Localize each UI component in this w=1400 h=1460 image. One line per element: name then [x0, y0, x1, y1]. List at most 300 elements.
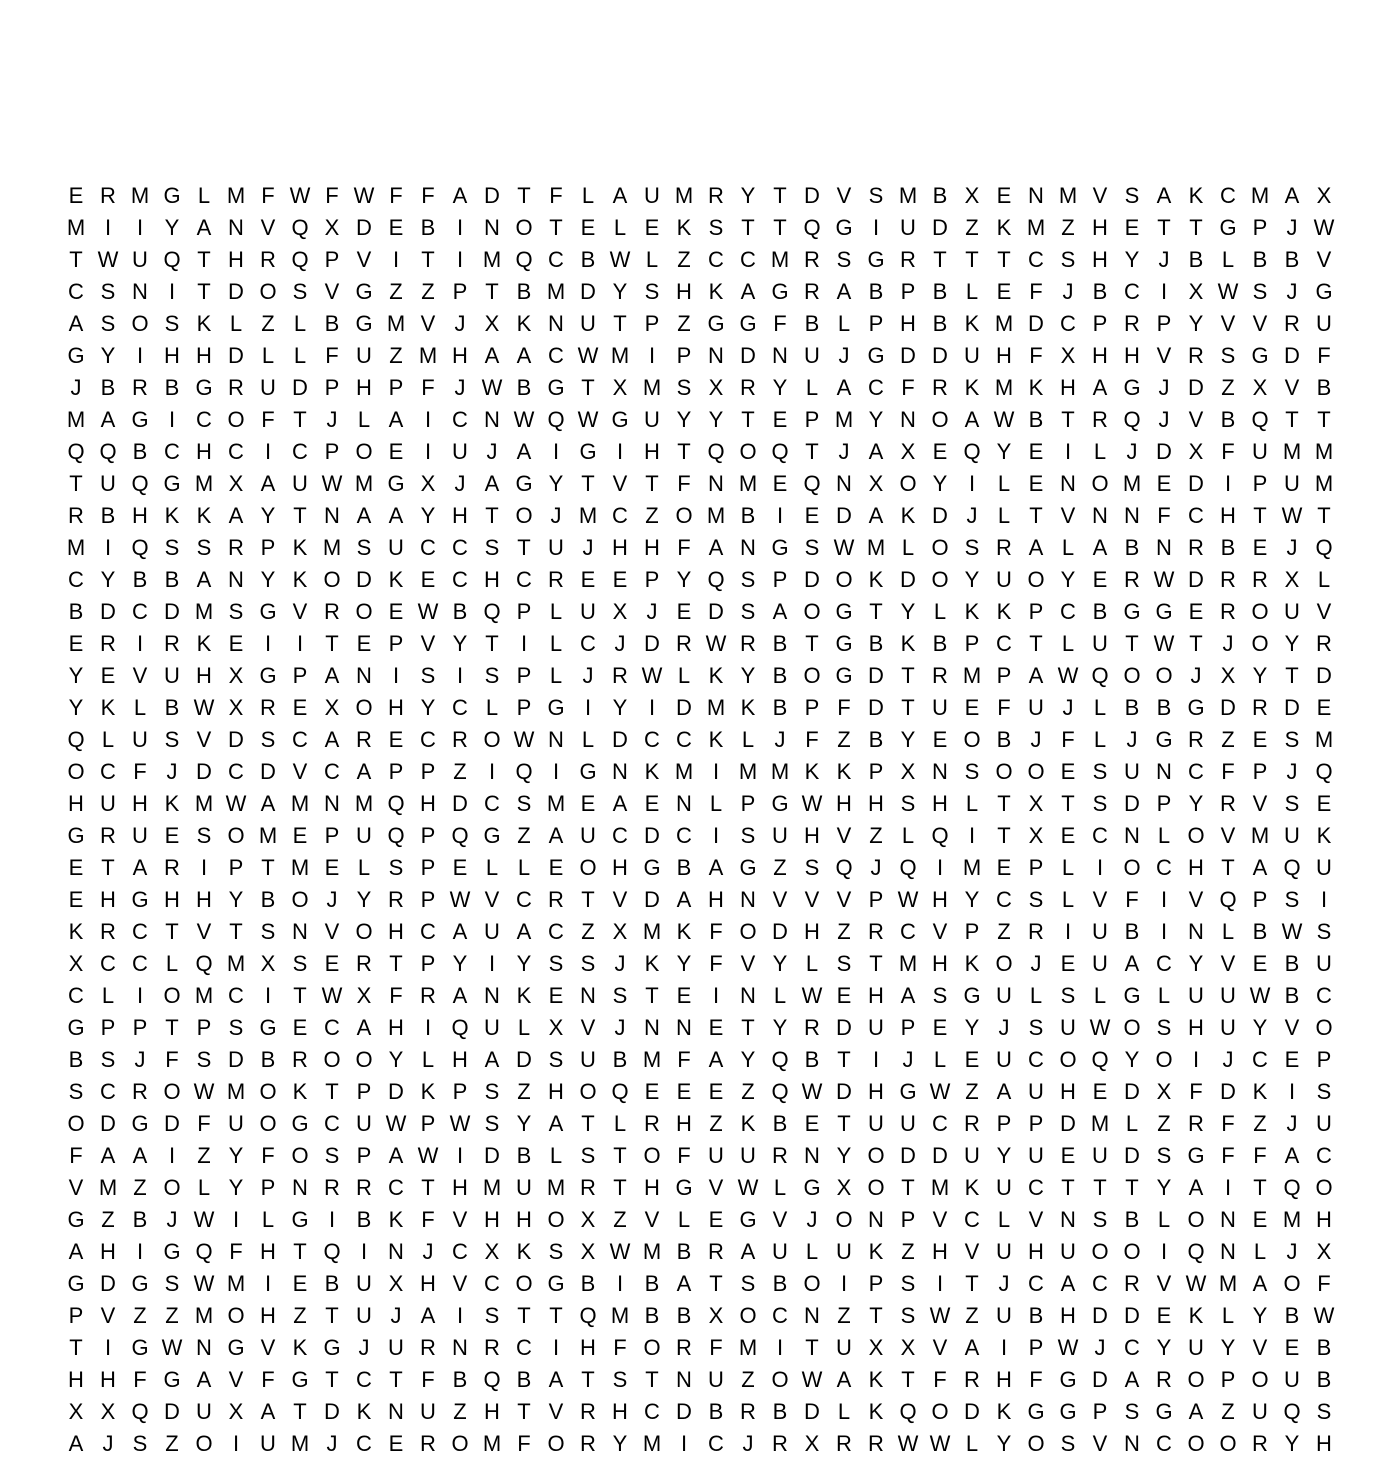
grid-letter-cell[interactable]: B — [164, 695, 180, 720]
grid-letter-cell[interactable]: V — [1092, 1431, 1108, 1456]
grid-letter-cell[interactable]: Q — [1283, 855, 1301, 880]
grid-letter-cell[interactable]: T — [869, 951, 883, 976]
grid-letter-cell[interactable]: Y — [388, 1047, 404, 1072]
grid-letter-cell[interactable]: M — [642, 375, 662, 400]
grid-letter-cell[interactable]: U — [356, 343, 372, 368]
grid-letter-cell[interactable]: W — [385, 1111, 407, 1136]
grid-letter-cell[interactable]: I — [232, 1207, 240, 1232]
grid-letter-cell[interactable]: N — [740, 535, 756, 560]
grid-letter-cell[interactable]: X — [1316, 1239, 1332, 1264]
grid-letter-cell[interactable]: U — [1316, 951, 1332, 976]
grid-letter-cell[interactable]: W — [801, 1079, 823, 1104]
grid-letter-cell[interactable]: M — [898, 183, 918, 208]
grid-letter-cell[interactable]: W — [577, 343, 599, 368]
grid-letter-cell[interactable]: W — [577, 407, 599, 432]
grid-letter-cell[interactable]: V — [1060, 503, 1076, 528]
grid-letter-cell[interactable]: J — [1094, 1335, 1106, 1360]
grid-letter-cell[interactable]: F — [677, 535, 691, 560]
grid-letter-cell[interactable]: U — [708, 1143, 724, 1168]
grid-letter-cell[interactable]: U — [1060, 1239, 1076, 1264]
grid-letter-cell[interactable]: U — [1284, 823, 1300, 848]
grid-letter-cell[interactable]: G — [1155, 599, 1173, 624]
grid-letter-cell[interactable]: F — [1221, 759, 1235, 784]
grid-letter-cell[interactable]: T — [933, 247, 947, 272]
grid-letter-cell[interactable]: A — [68, 1239, 84, 1264]
grid-letter-cell[interactable]: C — [548, 343, 564, 368]
grid-letter-cell[interactable]: H — [1316, 1431, 1332, 1456]
grid-letter-cell[interactable]: X — [324, 215, 340, 240]
grid-letter-cell[interactable]: U — [996, 983, 1012, 1008]
grid-letter-cell[interactable]: Y — [228, 1175, 244, 1200]
grid-letter-cell[interactable]: I — [968, 823, 976, 848]
grid-letter-cell[interactable]: C — [516, 567, 532, 592]
grid-letter-cell[interactable]: V — [708, 1175, 724, 1200]
grid-letter-cell[interactable]: B — [516, 1143, 532, 1168]
grid-letter-cell[interactable]: X — [388, 1271, 404, 1296]
grid-letter-cell[interactable]: A — [100, 1143, 116, 1168]
grid-letter-cell[interactable]: T — [1285, 663, 1299, 688]
grid-letter-cell[interactable]: D — [804, 183, 820, 208]
grid-letter-cell[interactable]: H — [868, 983, 884, 1008]
grid-letter-cell[interactable]: A — [1188, 1175, 1204, 1200]
grid-letter-cell[interactable]: B — [1316, 375, 1332, 400]
grid-letter-cell[interactable]: H — [996, 343, 1012, 368]
grid-letter-cell[interactable]: U — [964, 343, 980, 368]
grid-letter-cell[interactable]: R — [420, 1431, 436, 1456]
grid-letter-cell[interactable]: C — [324, 1015, 340, 1040]
grid-letter-cell[interactable]: Y — [996, 1143, 1012, 1168]
grid-letter-cell[interactable]: V — [196, 919, 212, 944]
grid-letter-cell[interactable]: N — [484, 215, 500, 240]
grid-letter-cell[interactable]: Z — [261, 311, 275, 336]
grid-letter-cell[interactable]: U — [100, 791, 116, 816]
grid-letter-cell[interactable]: T — [517, 183, 531, 208]
grid-letter-cell[interactable]: H — [1060, 1079, 1076, 1104]
grid-letter-cell[interactable]: U — [484, 1015, 500, 1040]
grid-letter-cell[interactable]: R — [1188, 1111, 1204, 1136]
grid-letter-cell[interactable]: P — [900, 1207, 916, 1232]
grid-letter-cell[interactable]: M — [546, 791, 566, 816]
grid-letter-cell[interactable]: U — [1188, 1335, 1204, 1360]
grid-letter-cell[interactable]: A — [388, 407, 404, 432]
grid-letter-cell[interactable]: X — [484, 311, 500, 336]
grid-letter-cell[interactable]: M — [1026, 215, 1046, 240]
grid-letter-cell[interactable]: Q — [1283, 1399, 1301, 1424]
grid-letter-cell[interactable]: S — [196, 535, 212, 560]
grid-letter-cell[interactable]: A — [324, 727, 340, 752]
grid-letter-cell[interactable]: R — [1124, 311, 1140, 336]
grid-letter-cell[interactable]: G — [355, 279, 373, 304]
grid-letter-cell[interactable]: F — [549, 183, 563, 208]
grid-letter-cell[interactable]: C — [1252, 1047, 1268, 1072]
grid-letter-cell[interactable]: O — [867, 1143, 885, 1168]
grid-letter-cell[interactable]: A — [772, 599, 788, 624]
grid-letter-cell[interactable]: L — [485, 855, 499, 880]
grid-letter-cell[interactable]: O — [131, 311, 149, 336]
grid-letter-cell[interactable]: O — [227, 823, 245, 848]
grid-letter-cell[interactable]: C — [996, 887, 1012, 912]
grid-letter-cell[interactable]: Q — [1091, 663, 1109, 688]
grid-letter-cell[interactable]: D — [868, 663, 884, 688]
grid-letter-cell[interactable]: G — [67, 1271, 85, 1296]
grid-letter-cell[interactable]: M — [962, 855, 982, 880]
grid-letter-cell[interactable]: H — [804, 823, 820, 848]
grid-letter-cell[interactable]: M — [1250, 183, 1270, 208]
grid-letter-cell[interactable]: C — [1028, 1047, 1044, 1072]
grid-letter-cell[interactable]: T — [1221, 855, 1235, 880]
grid-letter-cell[interactable]: G — [739, 1207, 757, 1232]
grid-letter-cell[interactable]: S — [100, 279, 116, 304]
grid-letter-cell[interactable]: J — [806, 1207, 818, 1232]
grid-letter-cell[interactable]: H — [804, 919, 820, 944]
grid-letter-cell[interactable]: Q — [451, 1015, 469, 1040]
grid-letter-cell[interactable]: J — [1286, 535, 1298, 560]
grid-letter-cell[interactable]: J — [1286, 279, 1298, 304]
grid-letter-cell[interactable]: R — [100, 823, 116, 848]
grid-letter-cell[interactable]: U — [1028, 1079, 1044, 1104]
grid-letter-cell[interactable]: M — [738, 1335, 758, 1360]
grid-letter-cell[interactable]: R — [388, 887, 404, 912]
grid-letter-cell[interactable]: G — [835, 631, 853, 656]
grid-letter-cell[interactable]: O — [1283, 1271, 1301, 1296]
grid-letter-cell[interactable]: L — [1221, 1303, 1235, 1328]
grid-letter-cell[interactable]: A — [548, 1367, 564, 1392]
grid-letter-cell[interactable]: Z — [997, 919, 1011, 944]
grid-letter-cell[interactable]: R — [804, 1015, 820, 1040]
grid-letter-cell[interactable]: O — [67, 759, 85, 784]
grid-letter-cell[interactable]: Y — [740, 183, 756, 208]
grid-letter-cell[interactable]: I — [776, 1335, 784, 1360]
grid-letter-cell[interactable]: S — [164, 1271, 180, 1296]
grid-letter-cell[interactable]: S — [324, 1143, 340, 1168]
grid-letter-cell[interactable]: W — [1089, 1015, 1111, 1040]
grid-letter-cell[interactable]: R — [484, 1335, 500, 1360]
grid-letter-cell[interactable]: O — [1187, 1367, 1205, 1392]
grid-letter-cell[interactable]: F — [1221, 1143, 1235, 1168]
grid-letter-cell[interactable]: X — [964, 183, 980, 208]
grid-letter-cell[interactable]: N — [1124, 503, 1140, 528]
grid-letter-cell[interactable]: G — [131, 1271, 149, 1296]
grid-letter-cell[interactable]: Q — [483, 1367, 501, 1392]
grid-letter-cell[interactable]: P — [964, 919, 980, 944]
grid-letter-cell[interactable]: Q — [771, 1047, 789, 1072]
grid-letter-cell[interactable]: E — [1060, 759, 1076, 784]
grid-letter-cell[interactable]: M — [642, 1431, 662, 1456]
grid-letter-cell[interactable]: C — [516, 1335, 532, 1360]
grid-letter-cell[interactable]: S — [1284, 791, 1300, 816]
grid-letter-cell[interactable]: H — [388, 695, 404, 720]
grid-letter-cell[interactable]: Y — [516, 1111, 532, 1136]
grid-letter-cell[interactable]: K — [164, 791, 180, 816]
grid-letter-cell[interactable]: Z — [453, 759, 467, 784]
grid-letter-cell[interactable]: R — [612, 663, 628, 688]
grid-letter-cell[interactable]: D — [868, 695, 884, 720]
grid-letter-cell[interactable]: N — [1092, 503, 1108, 528]
grid-letter-cell[interactable]: D — [900, 1143, 916, 1168]
grid-letter-cell[interactable]: R — [1156, 1367, 1172, 1392]
grid-letter-cell[interactable]: T — [69, 471, 83, 496]
grid-letter-cell[interactable]: B — [612, 1047, 628, 1072]
grid-letter-cell[interactable]: U — [356, 1271, 372, 1296]
grid-letter-cell[interactable]: D — [1188, 471, 1204, 496]
grid-letter-cell[interactable]: W — [321, 471, 343, 496]
grid-letter-cell[interactable]: S — [740, 567, 756, 592]
grid-letter-cell[interactable]: M — [98, 1175, 118, 1200]
grid-letter-cell[interactable]: T — [485, 279, 499, 304]
grid-letter-cell[interactable]: T — [965, 1271, 979, 1296]
grid-letter-cell[interactable]: B — [1124, 1207, 1140, 1232]
grid-letter-cell[interactable]: L — [485, 695, 499, 720]
grid-letter-cell[interactable]: L — [997, 1207, 1011, 1232]
grid-letter-cell[interactable]: R — [292, 1047, 308, 1072]
grid-letter-cell[interactable]: I — [296, 631, 304, 656]
grid-letter-cell[interactable]: T — [869, 599, 883, 624]
grid-letter-cell[interactable]: L — [101, 727, 115, 752]
grid-letter-cell[interactable]: A — [740, 1239, 756, 1264]
grid-letter-cell[interactable]: K — [644, 951, 660, 976]
grid-letter-cell[interactable]: M — [642, 1239, 662, 1264]
grid-letter-cell[interactable]: Q — [67, 439, 85, 464]
grid-letter-cell[interactable]: Q — [835, 855, 853, 880]
grid-letter-cell[interactable]: M — [66, 407, 86, 432]
grid-letter-cell[interactable]: S — [1092, 759, 1108, 784]
grid-letter-cell[interactable]: N — [388, 1399, 404, 1424]
grid-letter-cell[interactable]: S — [164, 311, 180, 336]
grid-letter-cell[interactable]: M — [546, 279, 566, 304]
grid-letter-cell[interactable]: E — [1252, 535, 1268, 560]
grid-letter-cell[interactable]: K — [516, 311, 532, 336]
grid-letter-cell[interactable]: O — [227, 407, 245, 432]
grid-letter-cell[interactable]: L — [549, 599, 563, 624]
grid-letter-cell[interactable]: G — [1123, 375, 1141, 400]
grid-letter-cell[interactable]: T — [869, 1303, 883, 1328]
grid-letter-cell[interactable]: G — [1187, 1143, 1205, 1168]
grid-letter-cell[interactable]: G — [1219, 215, 1237, 240]
grid-letter-cell[interactable]: H — [1220, 503, 1236, 528]
grid-letter-cell[interactable]: U — [900, 215, 916, 240]
grid-letter-cell[interactable]: N — [868, 1207, 884, 1232]
grid-letter-cell[interactable]: I — [104, 1335, 112, 1360]
grid-letter-cell[interactable]: T — [69, 1335, 83, 1360]
grid-letter-cell[interactable]: M — [738, 471, 758, 496]
grid-letter-cell[interactable]: R — [1092, 407, 1108, 432]
grid-letter-cell[interactable]: B — [260, 1047, 276, 1072]
grid-letter-cell[interactable]: Z — [453, 1399, 467, 1424]
grid-letter-cell[interactable]: B — [740, 503, 756, 528]
grid-letter-cell[interactable]: A — [516, 919, 532, 944]
grid-letter-cell[interactable]: Q — [131, 535, 149, 560]
grid-letter-cell[interactable]: I — [648, 343, 656, 368]
grid-letter-cell[interactable]: R — [1252, 1431, 1268, 1456]
grid-letter-cell[interactable]: S — [676, 375, 692, 400]
grid-letter-cell[interactable]: T — [389, 951, 403, 976]
grid-letter-cell[interactable]: Y — [260, 567, 276, 592]
grid-letter-cell[interactable]: T — [645, 1367, 659, 1392]
grid-letter-cell[interactable]: B — [452, 1367, 468, 1392]
grid-letter-cell[interactable]: U — [996, 1239, 1012, 1264]
grid-letter-cell[interactable]: V — [452, 1271, 468, 1296]
grid-letter-cell[interactable]: B — [164, 567, 180, 592]
grid-letter-cell[interactable]: S — [1060, 1431, 1076, 1456]
grid-letter-cell[interactable]: A — [676, 887, 692, 912]
grid-letter-cell[interactable]: Q — [323, 1239, 341, 1264]
grid-letter-cell[interactable]: L — [357, 407, 371, 432]
grid-letter-cell[interactable]: Z — [197, 1143, 211, 1168]
grid-letter-cell[interactable]: U — [996, 1047, 1012, 1072]
grid-letter-cell[interactable]: E — [676, 599, 692, 624]
grid-letter-cell[interactable]: A — [260, 1399, 276, 1424]
grid-letter-cell[interactable]: A — [388, 1143, 404, 1168]
grid-letter-cell[interactable]: A — [356, 1015, 372, 1040]
grid-letter-cell[interactable]: E — [580, 791, 596, 816]
grid-letter-cell[interactable]: G — [1155, 1399, 1173, 1424]
grid-letter-cell[interactable]: S — [932, 983, 948, 1008]
grid-letter-cell[interactable]: D — [356, 567, 372, 592]
grid-letter-cell[interactable]: J — [838, 343, 850, 368]
grid-letter-cell[interactable]: D — [1124, 1303, 1140, 1328]
grid-letter-cell[interactable]: O — [739, 1303, 757, 1328]
grid-letter-cell[interactable]: F — [933, 1367, 947, 1392]
grid-letter-cell[interactable]: Q — [195, 951, 213, 976]
grid-letter-cell[interactable]: D — [1060, 1111, 1076, 1136]
grid-letter-cell[interactable]: O — [899, 471, 917, 496]
grid-letter-cell[interactable]: A — [1284, 1143, 1300, 1168]
grid-letter-cell[interactable]: J — [422, 1239, 434, 1264]
grid-letter-cell[interactable]: G — [771, 279, 789, 304]
grid-letter-cell[interactable]: Q — [579, 1303, 597, 1328]
grid-letter-cell[interactable]: K — [868, 1399, 884, 1424]
grid-letter-cell[interactable]: I — [1064, 919, 1072, 944]
grid-letter-cell[interactable]: M — [66, 215, 86, 240]
grid-letter-cell[interactable]: P — [356, 1079, 372, 1104]
grid-letter-cell[interactable]: U — [964, 1143, 980, 1168]
grid-letter-cell[interactable]: S — [708, 215, 724, 240]
grid-letter-cell[interactable]: B — [804, 311, 820, 336]
grid-letter-cell[interactable]: B — [1124, 919, 1140, 944]
grid-letter-cell[interactable]: T — [549, 1303, 563, 1328]
grid-letter-cell[interactable]: S — [516, 791, 532, 816]
grid-letter-cell[interactable]: N — [740, 887, 756, 912]
grid-letter-cell[interactable]: H — [452, 1175, 468, 1200]
grid-letter-cell[interactable]: A — [1124, 951, 1140, 976]
grid-letter-cell[interactable]: S — [1284, 887, 1300, 912]
grid-letter-cell[interactable]: P — [644, 311, 660, 336]
grid-letter-cell[interactable]: A — [612, 183, 628, 208]
grid-letter-cell[interactable]: U — [580, 1047, 596, 1072]
grid-letter-cell[interactable]: W — [1153, 567, 1175, 592]
grid-letter-cell[interactable]: D — [164, 599, 180, 624]
grid-letter-cell[interactable]: A — [1092, 535, 1108, 560]
grid-letter-cell[interactable]: Y — [1284, 1431, 1300, 1456]
grid-letter-cell[interactable]: I — [840, 1271, 848, 1296]
grid-letter-cell[interactable]: I — [424, 439, 432, 464]
grid-letter-cell[interactable]: I — [1160, 887, 1168, 912]
grid-letter-cell[interactable]: H — [100, 887, 116, 912]
grid-letter-cell[interactable]: H — [612, 1399, 628, 1424]
grid-letter-cell[interactable]: V — [68, 1175, 84, 1200]
grid-letter-cell[interactable]: K — [900, 631, 916, 656]
grid-letter-cell[interactable]: Y — [100, 567, 116, 592]
grid-letter-cell[interactable]: U — [996, 1303, 1012, 1328]
grid-letter-cell[interactable]: G — [835, 215, 853, 240]
grid-letter-cell[interactable]: U — [708, 1367, 724, 1392]
grid-letter-cell[interactable]: E — [324, 855, 340, 880]
grid-letter-cell[interactable]: P — [420, 823, 436, 848]
grid-letter-cell[interactable]: V — [1284, 375, 1300, 400]
grid-letter-cell[interactable]: G — [67, 823, 85, 848]
grid-letter-cell[interactable]: D — [580, 279, 596, 304]
grid-letter-cell[interactable]: E — [388, 727, 404, 752]
grid-letter-cell[interactable]: C — [1220, 183, 1236, 208]
grid-letter-cell[interactable]: V — [1220, 823, 1236, 848]
grid-letter-cell[interactable]: A — [260, 791, 276, 816]
grid-letter-cell[interactable]: D — [804, 1399, 820, 1424]
grid-letter-cell[interactable]: H — [1188, 855, 1204, 880]
grid-letter-cell[interactable]: U — [772, 823, 788, 848]
grid-letter-cell[interactable]: U — [1316, 1111, 1332, 1136]
grid-letter-cell[interactable]: T — [197, 279, 211, 304]
grid-letter-cell[interactable]: P — [260, 535, 276, 560]
grid-letter-cell[interactable]: C — [292, 727, 308, 752]
grid-letter-cell[interactable]: C — [164, 439, 180, 464]
grid-letter-cell[interactable]: A — [356, 759, 372, 784]
grid-letter-cell[interactable]: H — [868, 791, 884, 816]
grid-letter-cell[interactable]: Y — [836, 1143, 852, 1168]
grid-letter-cell[interactable]: R — [868, 1431, 884, 1456]
grid-letter-cell[interactable]: C — [1124, 279, 1140, 304]
grid-letter-cell[interactable]: I — [360, 1239, 368, 1264]
grid-letter-cell[interactable]: L — [421, 1047, 435, 1072]
grid-letter-cell[interactable]: F — [677, 1143, 691, 1168]
grid-letter-cell[interactable]: V — [228, 1367, 244, 1392]
grid-letter-cell[interactable]: B — [1220, 407, 1236, 432]
grid-letter-cell[interactable]: Z — [133, 1175, 147, 1200]
grid-letter-cell[interactable]: T — [773, 183, 787, 208]
grid-letter-cell[interactable]: H — [708, 887, 724, 912]
grid-letter-cell[interactable]: E — [1060, 1143, 1076, 1168]
grid-letter-cell[interactable]: L — [773, 1175, 787, 1200]
grid-letter-cell[interactable]: E — [388, 439, 404, 464]
grid-letter-cell[interactable]: L — [549, 631, 563, 656]
grid-letter-cell[interactable]: C — [644, 1399, 660, 1424]
grid-letter-cell[interactable]: D — [1220, 1079, 1236, 1104]
grid-letter-cell[interactable]: V — [1188, 887, 1204, 912]
grid-letter-cell[interactable]: K — [292, 1335, 308, 1360]
grid-letter-cell[interactable]: I — [392, 247, 400, 272]
grid-letter-cell[interactable]: Z — [677, 247, 691, 272]
grid-letter-cell[interactable]: U — [580, 311, 596, 336]
grid-letter-cell[interactable]: E — [1156, 1303, 1172, 1328]
grid-letter-cell[interactable]: Z — [741, 1367, 755, 1392]
grid-letter-cell[interactable]: E — [676, 983, 692, 1008]
grid-letter-cell[interactable]: W — [449, 1111, 471, 1136]
grid-letter-cell[interactable]: E — [964, 1047, 980, 1072]
grid-letter-cell[interactable]: B — [676, 1303, 692, 1328]
grid-letter-cell[interactable]: T — [1317, 503, 1331, 528]
grid-letter-cell[interactable]: R — [1284, 311, 1300, 336]
grid-letter-cell[interactable]: I — [136, 631, 144, 656]
grid-letter-cell[interactable]: L — [805, 951, 819, 976]
grid-letter-cell[interactable]: P — [1092, 311, 1108, 336]
grid-letter-cell[interactable]: H — [1060, 1303, 1076, 1328]
grid-letter-cell[interactable]: B — [932, 311, 948, 336]
grid-letter-cell[interactable]: B — [356, 1207, 372, 1232]
grid-letter-cell[interactable]: B — [516, 375, 532, 400]
grid-letter-cell[interactable]: J — [614, 1015, 626, 1040]
grid-letter-cell[interactable]: O — [771, 1367, 789, 1392]
grid-letter-cell[interactable]: M — [610, 343, 630, 368]
grid-letter-cell[interactable]: Z — [165, 1431, 179, 1456]
